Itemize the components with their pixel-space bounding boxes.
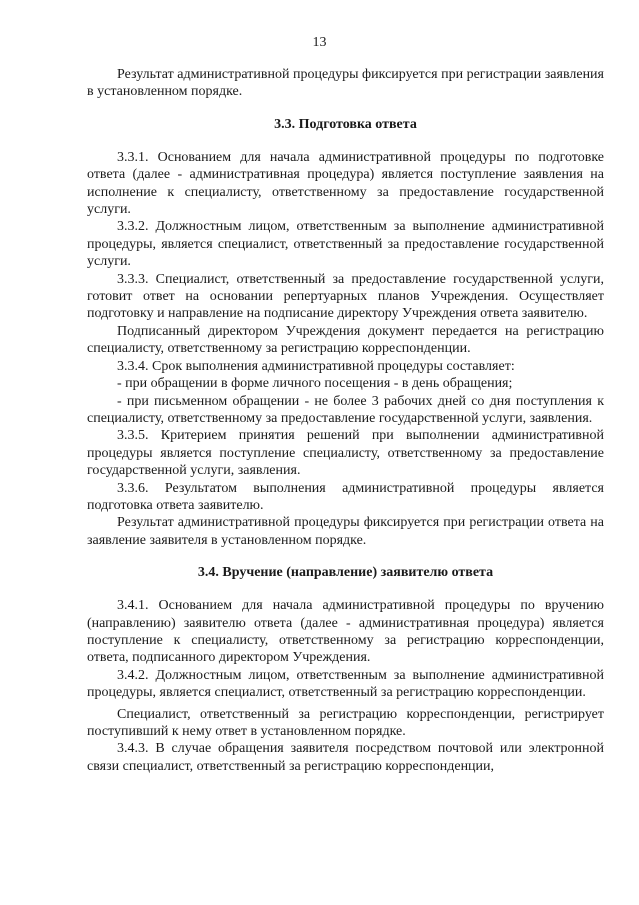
paragraph-3-3-1: 3.3.1. Основанием для начала административной процедуры по подготовке ответа (далее - административная процедура) является поступление заявления на исполнение к специалисту, ответственному за предоставление государственной услуги. — [87, 149, 604, 218]
paragraph-registration-specialist: Специалист, ответственный за регистрацию корреспонденции, регистрирует поступивший к нему ответ в установленном порядке. — [87, 706, 604, 739]
list-item-personal-visit: - при обращении в форме личного посещения - в день обращения; — [117, 376, 513, 392]
paragraph-3-4-1: 3.4.1. Основанием для начала административной процедуры по вручению (направлению) заявителю ответа (далее - административная процедура) является поступление к специалисту, ответственному за регистрацию корреспонденции, ответа, подписанного директором Учреждения. — [87, 598, 604, 666]
paragraph-3-4-2: 3.4.2. Должностным лицом, ответственным за выполнение административной процедуры, является специалист, ответственный за регистрацию корреспонденции. — [87, 667, 604, 701]
list-item-written-request: - при письменном обращении - не более 3 рабочих дней со дня поступления к специалисту, ответственному за предоставление государственной услуги, заявления. — [87, 393, 604, 426]
page-number: 13 — [312, 35, 327, 50]
paragraph-3-3-4: 3.3.4. Срок выполнения административной процедуры составляет: — [117, 358, 515, 374]
section-heading-3-3: 3.3. Подготовка ответа — [274, 116, 417, 132]
paragraph-result-answer-registration: Результат административной процедуры фиксируется при регистрации ответа на заявление заявителя в установленном порядке. — [87, 515, 604, 548]
paragraph-3-3-6: 3.3.6. Результатом выполнения административной процедуры является подготовка ответа заявителю. — [87, 480, 604, 513]
paragraph-3-3-2: 3.3.2. Должностным лицом, ответственным за выполнение административной процедуры, является специалист, ответственный за предоставление государственной услуги. — [87, 219, 604, 270]
paragraph-3-4-3: 3.4.3. В случае обращения заявителя посредством почтовой или электронной связи специалист, ответственный за регистрацию корреспонденции, — [87, 741, 604, 774]
paragraph-3-3-5: 3.3.5. Критерием принятия решений при выполнении административной процедуры является поступление специалисту, ответственному за предоставление государственной услуги, заявления. — [87, 428, 604, 479]
paragraph-result-registration: Результат административной процедуры фиксируется при регистрации заявления в установленном порядке. — [87, 67, 604, 100]
section-heading-3-4: 3.4. Вручение (направление) заявителю ответа — [197, 565, 494, 581]
paragraph-signed-document: Подписанный директором Учреждения документ передается на регистрацию специалисту, ответственному за регистрацию корреспонденции. — [87, 323, 604, 357]
paragraph-3-3-3: 3.3.3. Специалист, ответственный за предоставление государственной услуги, готовит ответ на основании репертуарных планов Учреждения. Осуществляет подготовку и направление на подписание директору Учреждения ответа заявителю. — [87, 271, 604, 322]
document-body — [87, 66, 604, 775]
